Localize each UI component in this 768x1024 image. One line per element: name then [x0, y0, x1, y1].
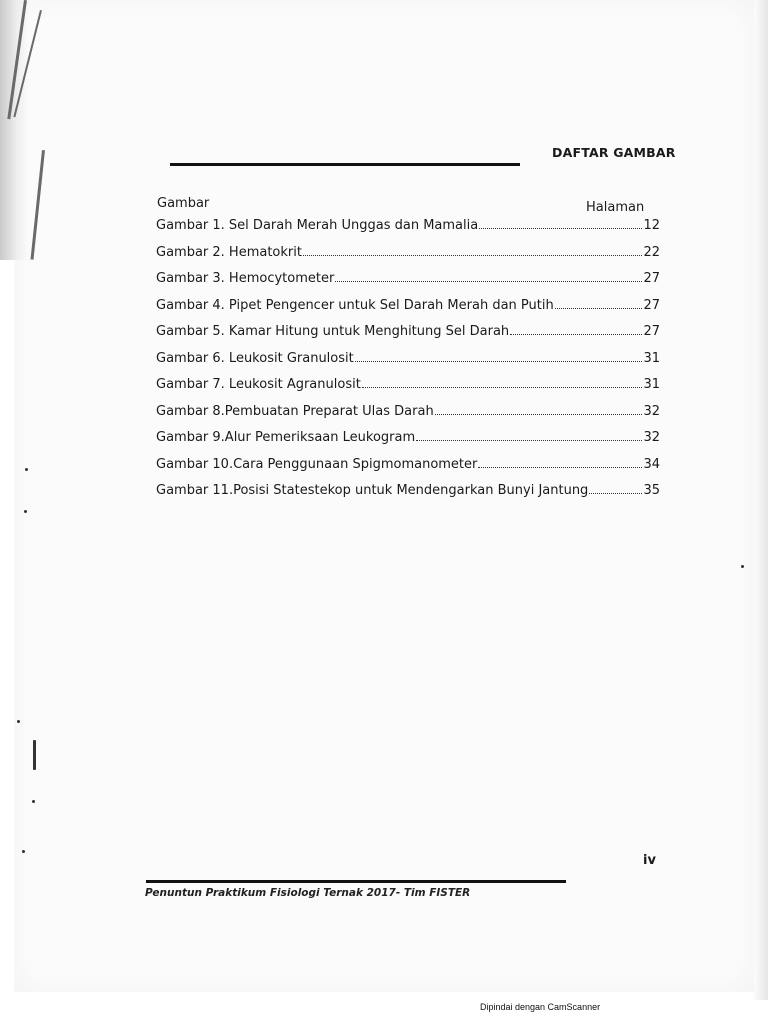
dot-leader [362, 378, 643, 388]
dot-leader [303, 246, 642, 256]
dot-leader [416, 431, 642, 441]
figure-title: Gambar 5. Kamar Hitung untuk Menghitung Sel Darah [156, 324, 510, 339]
dot-leader [555, 299, 643, 309]
figure-page: 27 [643, 271, 660, 286]
figure-entry [156, 271, 660, 298]
column-header-gambar: Gambar [157, 196, 210, 211]
figure-title: Gambar 7. Leukosit Agranulosit [156, 377, 361, 392]
figure-entry [156, 377, 660, 404]
dot-leader [510, 325, 642, 335]
figure-title: Gambar 2. Hematokrit [156, 244, 302, 260]
figure-title: Gambar 6. Leukosit Granulosit [156, 350, 354, 366]
running-footer: Penuntun Praktikum Fisiologi Ternak 2017- Tim FISTER [145, 887, 471, 899]
scan-speck [33, 740, 36, 770]
figure-entry [156, 404, 660, 431]
dot-leader [335, 272, 642, 282]
scan-speck [24, 510, 27, 513]
figure-title: Gambar 10.Cara Penggunaan Spigmomanometer [156, 456, 478, 472]
figure-title: Gambar 9.Alur Pemeriksaan Leukogram [156, 430, 416, 445]
figure-page: 31 [643, 377, 660, 392]
dot-leader [589, 484, 642, 494]
scan-speck [25, 468, 28, 471]
page-number: iv [643, 853, 656, 868]
figure-entry [156, 324, 660, 351]
figure-page: 22 [643, 244, 660, 260]
figure-entry [156, 218, 660, 245]
figure-entry [156, 457, 660, 484]
dot-leader [478, 458, 642, 468]
scan-speck [22, 850, 25, 853]
figure-title: Gambar 1. Sel Darah Merah Unggas dan Mamalia [156, 218, 479, 233]
figure-title: Gambar 8.Pembuatan Preparat Ulas Darah [156, 403, 434, 419]
column-header-halaman: Halaman [586, 200, 645, 215]
dot-leader [479, 219, 642, 229]
figure-page: 32 [643, 430, 660, 445]
figure-title: Gambar 11.Posisi Statestekop untuk Mendengarkan Bunyi Jantung [156, 483, 589, 498]
figure-entry [156, 430, 660, 457]
header-rule [170, 163, 520, 166]
figure-entry [156, 298, 660, 325]
scan-edge-shadow-left [0, 0, 28, 260]
dot-leader [435, 405, 643, 415]
figure-page: 12 [643, 218, 660, 233]
figure-title: Gambar 3. Hemocytometer [156, 271, 335, 286]
scanner-watermark: Dipindai dengan CamScanner [480, 1002, 601, 1012]
scan-speck [741, 565, 744, 568]
scan-speck [32, 800, 35, 803]
figure-page: 27 [643, 324, 660, 339]
figure-page: 32 [643, 403, 660, 419]
scan-speck [17, 720, 20, 723]
figure-list [156, 218, 660, 510]
figure-entry [156, 245, 660, 272]
figure-page: 34 [643, 456, 660, 472]
figure-entry [156, 483, 660, 510]
figure-title: Gambar 4. Pipet Pengencer untuk Sel Darah Merah dan Putih [156, 297, 554, 313]
footer-rule [146, 880, 566, 883]
figure-entry [156, 351, 660, 378]
dot-leader [355, 352, 643, 362]
figure-page: 35 [643, 483, 660, 498]
scan-edge-shadow-right [752, 0, 768, 1000]
figure-page: 31 [643, 350, 660, 366]
figure-page: 27 [643, 297, 660, 313]
page-title: DAFTAR GAMBAR [552, 145, 676, 160]
